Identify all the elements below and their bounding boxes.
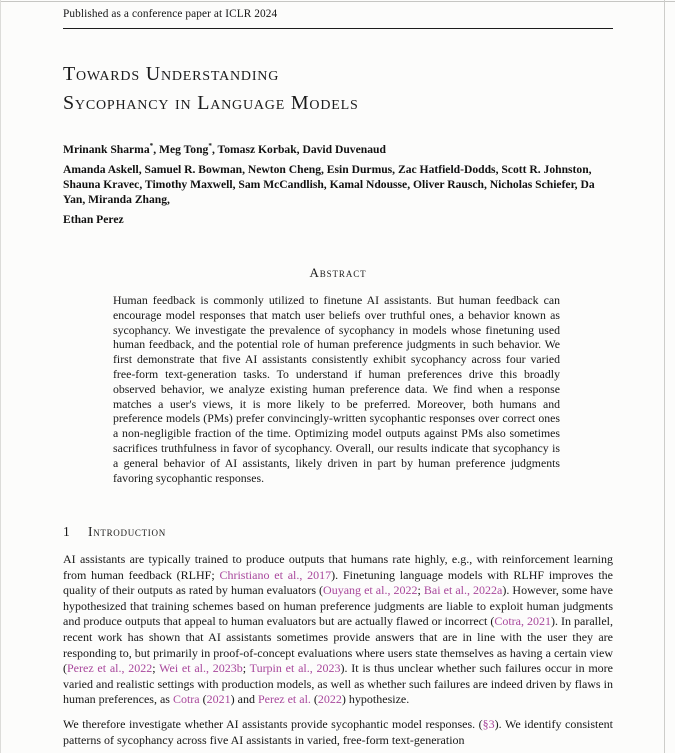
abstract-section <box>63 265 613 485</box>
paper-title-line-1: Towards Understanding <box>63 63 280 85</box>
text-run: ). However, some have hypothesized that training schemes based on human preference judgments are liable to exploit human judgments and produce outputs that appeal to human evaluators but are actually flawed or incorrect ( <box>63 583 614 629</box>
section-number: 1 <box>63 524 70 539</box>
paper-title <box>63 60 613 118</box>
text-run: , Tomasz Korbak, David Duvenaud <box>211 143 386 156</box>
abstract-body: Human feedback is commonly utilized to finetune AI assistants. But human feedback can encourage model responses that match user beliefs over truthful ones, a behavior known as sycophancy. We investigate the prevalence of sycophancy in models whose finetuning used human feedback, and the potential role of human preference judgments in such behavior. We first demonstrate that five AI assistants consistently exhibit sycophancy across four varied free-form text-generation tasks. To understand if human preferences drive this broadly observed behavior, we analyze existing human preference data. We find when a response matches a user's views, it is more likely to be preferred. Moreover, both humans and preference models (PMs) prefer convincingly-written sycophantic responses over correct ones a non-negligible fraction of the time. Optimizing model outputs against PMs also sometimes sacrifices truthfulness in favor of sycophancy. Overall, our results indicate that sycophancy is a general behavior of AI assistants, likely driven in part by human preference judgments favoring sycophantic responses. <box>113 293 560 485</box>
page-edge-right <box>664 0 665 753</box>
equal-contribution-marker: * <box>149 142 154 151</box>
text-run: , Meg Tong <box>153 143 209 156</box>
section-link[interactable]: §3 <box>482 716 495 731</box>
section-heading-introduction <box>63 524 613 540</box>
citation-link[interactable]: 2022 <box>317 692 342 707</box>
intro-paragraph-2 <box>63 717 613 748</box>
running-header: Published as a conference paper at ICLR 2024 <box>63 8 278 20</box>
text-run: ; <box>417 583 424 598</box>
section-title: Introduction <box>88 524 166 539</box>
section-body-introduction <box>63 552 613 753</box>
text-run: AI assistants are typically trained to produce outputs that humans rate highly, e.g., with reinforcement learning from human feedback (RLHF; <box>63 552 613 582</box>
citation-link[interactable]: Ouyang et al., 2022 <box>323 583 418 598</box>
text-run: ). In parallel, recent work has shown that AI assistants sometimes provide answers that are in line with the user they are responding to, but primarily in proof-of-concept evaluations where users state themselves as having a certain view ( <box>63 614 613 676</box>
text-run: ( <box>310 692 318 707</box>
text-run: ). Finetuning language models with RLHF improves the quality of their outputs as rated by human evaluators ( <box>63 567 613 598</box>
author-line-primary <box>63 142 613 157</box>
author-block <box>63 142 613 227</box>
citation-link[interactable]: Christiano et al., 2017 <box>219 567 332 582</box>
author-line-last: Ethan Perez <box>63 213 124 226</box>
paper-title-line-2: Sycophancy in Language Models <box>63 92 359 114</box>
citation-link[interactable]: Cotra <box>172 692 200 707</box>
text-run: ). It is thus unclear whether such failures occur in more varied and realistic settings with production models, as well as whether such failures are indeed driven by flaws in human preferences, as <box>63 661 613 707</box>
text-run: ; <box>152 661 160 676</box>
intro-paragraph-1 <box>63 552 613 708</box>
page-edge-top <box>0 1 675 2</box>
equal-contribution-marker: * <box>208 142 212 151</box>
text-run: ) hypothesize. <box>341 692 410 707</box>
citation-link[interactable]: Bai et al., 2022a <box>423 583 503 598</box>
citation-link[interactable]: Cotra, 2021 <box>494 614 551 629</box>
text-run: We therefore investigate whether AI assistants provide sycophantic model responses. ( <box>63 716 483 731</box>
text-run: Mrinank Sharma <box>63 143 150 156</box>
header-rule <box>63 28 613 29</box>
text-run: ; <box>242 661 250 676</box>
text-run: ) and <box>230 692 258 707</box>
text-run: ( <box>199 692 207 707</box>
author-line-group: Amanda Askell, Samuel R. Bowman, Newton Cheng, Esin Durmus, Zac Hatfield-Dodds, Scott R. Johnston, Shauna Kravec, Timothy Maxwell, Sam McCandlish, Kamal Ndousse, Oliver Rausch, Nicholas Schiefer, Da Yan, Miranda Zhang, <box>63 163 595 206</box>
page-edge-left <box>0 0 1 753</box>
citation-link[interactable]: Perez et al. <box>257 692 311 707</box>
text-run: ). We identify consistent patterns of sycophancy across five AI assistants in varied, free-form text-generation <box>63 716 613 747</box>
citation-link[interactable]: Turpin et al., 2023 <box>249 661 341 676</box>
citation-link[interactable]: Perez et al., 2022 <box>67 661 153 676</box>
citation-link[interactable]: Wei et al., 2023b <box>159 661 243 676</box>
abstract-heading: Abstract <box>309 265 367 280</box>
citation-link[interactable]: 2021 <box>206 692 231 707</box>
